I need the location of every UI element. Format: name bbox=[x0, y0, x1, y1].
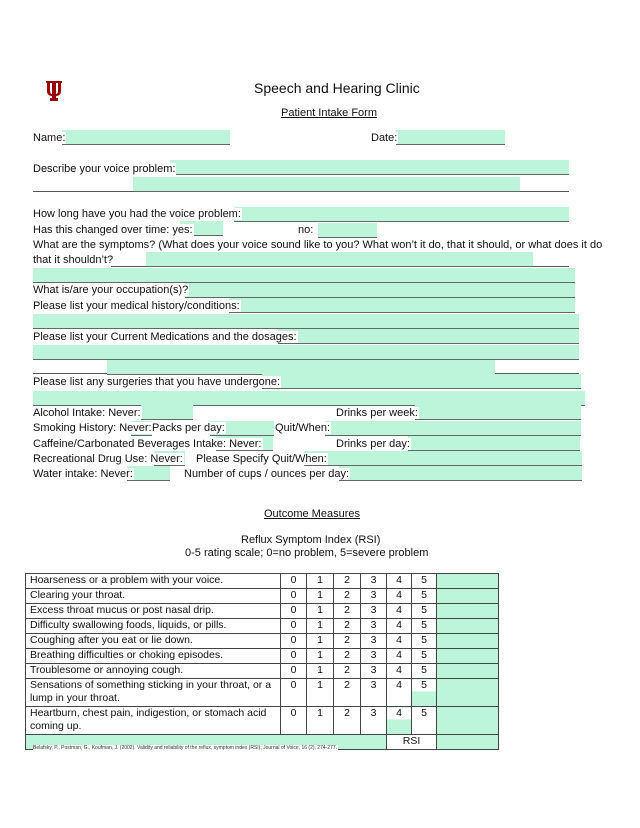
rsi-score-option[interactable]: 0 bbox=[281, 574, 307, 589]
rsi-question: Coughing after you eat or lie down. bbox=[26, 634, 281, 649]
rsi-row bbox=[26, 679, 499, 707]
rsi-score-option[interactable]: 2 bbox=[334, 649, 361, 664]
medications-field-3[interactable] bbox=[107, 360, 495, 375]
rsi-score-option[interactable]: 5 bbox=[412, 619, 437, 634]
smoking-label: Smoking History: Never: bbox=[33, 422, 152, 434]
voice-problem-field-2[interactable] bbox=[133, 177, 520, 192]
packs-label: Packs per day: bbox=[152, 422, 225, 434]
caffeine-label: Caffeine/Carbonated Beverages Intake: Never: bbox=[33, 438, 262, 450]
rsi-score-field[interactable] bbox=[437, 707, 499, 735]
surgeries-field-2[interactable] bbox=[33, 391, 585, 406]
rsi-question: Clearing your throat. bbox=[26, 589, 281, 604]
history-field[interactable] bbox=[229, 298, 575, 313]
quit-field[interactable] bbox=[325, 421, 581, 436]
changed-no-label: no: bbox=[298, 224, 314, 236]
rsi-score-field[interactable] bbox=[437, 649, 499, 664]
rsi-score-option[interactable]: 5 bbox=[412, 649, 437, 664]
rsi-score-option[interactable]: 0 bbox=[281, 589, 307, 604]
underline bbox=[533, 265, 569, 267]
underline bbox=[520, 190, 569, 192]
date-field[interactable] bbox=[396, 130, 505, 145]
drinks-week-field[interactable] bbox=[415, 405, 581, 420]
rsi-row bbox=[26, 604, 499, 619]
rsi-score-option[interactable]: 4 bbox=[387, 589, 412, 604]
rsi-score-option[interactable]: 4 bbox=[387, 679, 412, 707]
rsi-score-field[interactable] bbox=[437, 604, 499, 619]
rsi-score-option[interactable]: 3 bbox=[361, 589, 387, 604]
surgeries-label: Please list any surgeries that you have undergone: bbox=[33, 376, 281, 388]
name-field[interactable] bbox=[62, 130, 230, 145]
rsi-question: Difficulty swallowing foods, liquids, or pills. bbox=[26, 619, 281, 634]
rsi-score-option[interactable]: 5 bbox=[412, 707, 437, 735]
rsi-score-option[interactable]: 3 bbox=[361, 619, 387, 634]
rsi-score-option[interactable]: 5 bbox=[412, 634, 437, 649]
rsi-question: Breathing difficulties or choking episodes. bbox=[26, 649, 281, 664]
rsi-score-option[interactable]: 4 bbox=[387, 619, 412, 634]
rsi-score-option[interactable]: 3 bbox=[361, 604, 387, 619]
rsi-score-option[interactable]: 3 bbox=[361, 649, 387, 664]
cups-field[interactable] bbox=[339, 466, 582, 481]
form-title: Patient Intake Form bbox=[281, 107, 377, 119]
name-label: Name: bbox=[33, 132, 66, 144]
page-title: Speech and Hearing Clinic bbox=[254, 80, 420, 96]
rsi-score-option[interactable]: 4 bbox=[387, 707, 412, 735]
rsi-score-option[interactable]: 5 bbox=[412, 574, 437, 589]
rsi-score-option[interactable]: 3 bbox=[361, 634, 387, 649]
surgeries-field[interactable] bbox=[262, 374, 581, 389]
specify-field[interactable] bbox=[304, 451, 582, 466]
rsi-question: Sensations of something sticking in your throat, or a lump in your throat. bbox=[26, 679, 281, 707]
rsi-score-option[interactable]: 5 bbox=[412, 664, 437, 679]
medications-field[interactable] bbox=[278, 329, 579, 344]
voice-problem-field[interactable] bbox=[170, 160, 569, 175]
rsi-score-option[interactable]: 1 bbox=[307, 604, 334, 619]
rsi-score-option[interactable]: 4 bbox=[387, 664, 412, 679]
changed-label: Has this changed over time: yes: bbox=[33, 224, 193, 236]
rsi-score-option[interactable]: 1 bbox=[307, 664, 334, 679]
rsi-score-option[interactable]: 0 bbox=[281, 707, 307, 735]
rsi-total-field[interactable] bbox=[437, 735, 499, 750]
rsi-score-option[interactable]: 2 bbox=[334, 634, 361, 649]
symptoms-label: What are the symptoms? (What does your voice sound like to you? What won’t it do, that it should, or what does it do bbox=[33, 239, 603, 251]
drinks-day-field[interactable] bbox=[408, 436, 580, 451]
date-label: Date: bbox=[371, 132, 398, 144]
cups-label: Number of cups / ounces per day: bbox=[184, 468, 350, 480]
citation: Belafsky, P., Postman, G., Koufman, J. (2002). Validity and reliability of the reflux, symptom index (RSI), Journal of Voice, 16 (2), 274-277. bbox=[33, 745, 338, 751]
quit-label: Quit/When: bbox=[275, 422, 331, 434]
rsi-score-option[interactable]: 1 bbox=[307, 619, 334, 634]
rsi-score-option[interactable]: 1 bbox=[307, 589, 334, 604]
changed-no-field[interactable] bbox=[318, 223, 377, 238]
rsi-score-option[interactable]: 2 bbox=[334, 604, 361, 619]
medications-field-2[interactable] bbox=[33, 345, 579, 360]
rsi-score-option[interactable]: 1 bbox=[307, 574, 334, 589]
rsi-score-option[interactable]: 4 bbox=[387, 604, 412, 619]
rsi-row bbox=[26, 707, 499, 735]
rsi-score-option[interactable]: 0 bbox=[281, 604, 307, 619]
rsi-score-option[interactable]: 2 bbox=[334, 574, 361, 589]
rsi-score-option[interactable]: 5 bbox=[412, 679, 437, 707]
rsi-score-option[interactable]: 0 bbox=[281, 619, 307, 634]
rsi-score-option[interactable]: 3 bbox=[361, 574, 387, 589]
rsi-row bbox=[26, 649, 499, 664]
rsi-score-field[interactable] bbox=[437, 664, 499, 679]
rsi-score-option[interactable]: 3 bbox=[361, 679, 387, 707]
how-long-field[interactable] bbox=[234, 207, 569, 222]
rsi-score-field[interactable] bbox=[437, 634, 499, 649]
rsi-title: Reflux Symptom Index (RSI) bbox=[241, 534, 381, 546]
rsi-score-option[interactable]: 3 bbox=[361, 664, 387, 679]
outcome-heading: Outcome Measures bbox=[264, 508, 360, 520]
rsi-question: Hoarseness or a problem with your voice. bbox=[26, 574, 281, 589]
rsi-score-option[interactable]: 0 bbox=[281, 634, 307, 649]
specify-label: Please Specify Quit/When: bbox=[196, 453, 327, 465]
symptoms-field-2[interactable] bbox=[33, 268, 575, 283]
rsi-score-option[interactable]: 2 bbox=[334, 589, 361, 604]
drinks-week-label: Drinks per week: bbox=[336, 407, 418, 419]
drinks-day-label: Drinks per day: bbox=[336, 438, 410, 450]
rsi-score-option[interactable]: 0 bbox=[281, 679, 307, 707]
rsi-score-option[interactable]: 1 bbox=[307, 634, 334, 649]
rsi-row bbox=[26, 619, 499, 634]
rsi-score-option[interactable]: 1 bbox=[307, 707, 334, 735]
rsi-scale: 0-5 rating scale; 0=no problem, 5=severe problem bbox=[185, 547, 429, 559]
rsi-score-option[interactable]: 2 bbox=[334, 707, 361, 735]
underline bbox=[33, 372, 107, 374]
rsi-row bbox=[26, 574, 499, 589]
rsi-score-option[interactable]: 4 bbox=[387, 634, 412, 649]
rsi-score-field[interactable] bbox=[437, 679, 499, 707]
drugs-label: Recreational Drug Use: Never: bbox=[33, 453, 183, 465]
water-label: Water intake: Never: bbox=[33, 468, 133, 480]
underline bbox=[111, 265, 146, 267]
iu-trident-logo bbox=[45, 80, 63, 102]
rsi-score-option[interactable]: 0 bbox=[281, 649, 307, 664]
history-label: Please list your medical history/conditions: bbox=[33, 300, 240, 312]
rsi-row bbox=[26, 634, 499, 649]
rsi-score-option[interactable]: 4 bbox=[387, 649, 412, 664]
alcohol-label: Alcohol Intake: Never: bbox=[33, 407, 141, 419]
occupation-label: What is/are your occupation(s)? bbox=[33, 284, 189, 296]
rsi-total-label: RSI bbox=[387, 735, 437, 750]
rsi-question: Excess throat mucus or post nasal drip. bbox=[26, 604, 281, 619]
medications-label: Please list your Current Medications and the dosages: bbox=[33, 331, 297, 343]
rsi-score-option[interactable]: 2 bbox=[334, 664, 361, 679]
rsi-table bbox=[25, 573, 499, 750]
rsi-score-field[interactable] bbox=[437, 589, 499, 604]
how-long-label: How long have you had the voice problem: bbox=[33, 208, 241, 220]
rsi-question: Troublesome or annoying cough. bbox=[26, 664, 281, 679]
rsi-question: Heartburn, chest pain, indigestion, or stomach acid coming up. bbox=[26, 707, 281, 735]
rsi-score-option[interactable]: 3 bbox=[361, 707, 387, 735]
underline bbox=[33, 190, 133, 192]
rsi-score-field[interactable] bbox=[437, 619, 499, 634]
rsi-score-option[interactable]: 4 bbox=[387, 574, 412, 589]
rsi-score-field[interactable] bbox=[437, 574, 499, 589]
rsi-score-option[interactable]: 2 bbox=[334, 619, 361, 634]
rsi-score-option[interactable]: 1 bbox=[307, 679, 334, 707]
rsi-score-option[interactable]: 0 bbox=[281, 664, 307, 679]
symptoms-label-2: that it shouldn’t? bbox=[33, 254, 114, 266]
occupation-field[interactable] bbox=[185, 283, 575, 298]
alcohol-never-field[interactable] bbox=[141, 405, 193, 420]
rsi-score-option[interactable]: 5 bbox=[412, 589, 437, 604]
rsi-score-option[interactable]: 1 bbox=[307, 649, 334, 664]
voice-problem-label: Describe your voice problem: bbox=[33, 163, 176, 175]
symptoms-field[interactable] bbox=[146, 252, 533, 267]
rsi-row bbox=[26, 589, 499, 604]
history-field-2[interactable] bbox=[33, 314, 579, 329]
rsi-row bbox=[26, 664, 499, 679]
rsi-score-option[interactable]: 5 bbox=[412, 604, 437, 619]
rsi-score-option[interactable]: 2 bbox=[334, 679, 361, 707]
